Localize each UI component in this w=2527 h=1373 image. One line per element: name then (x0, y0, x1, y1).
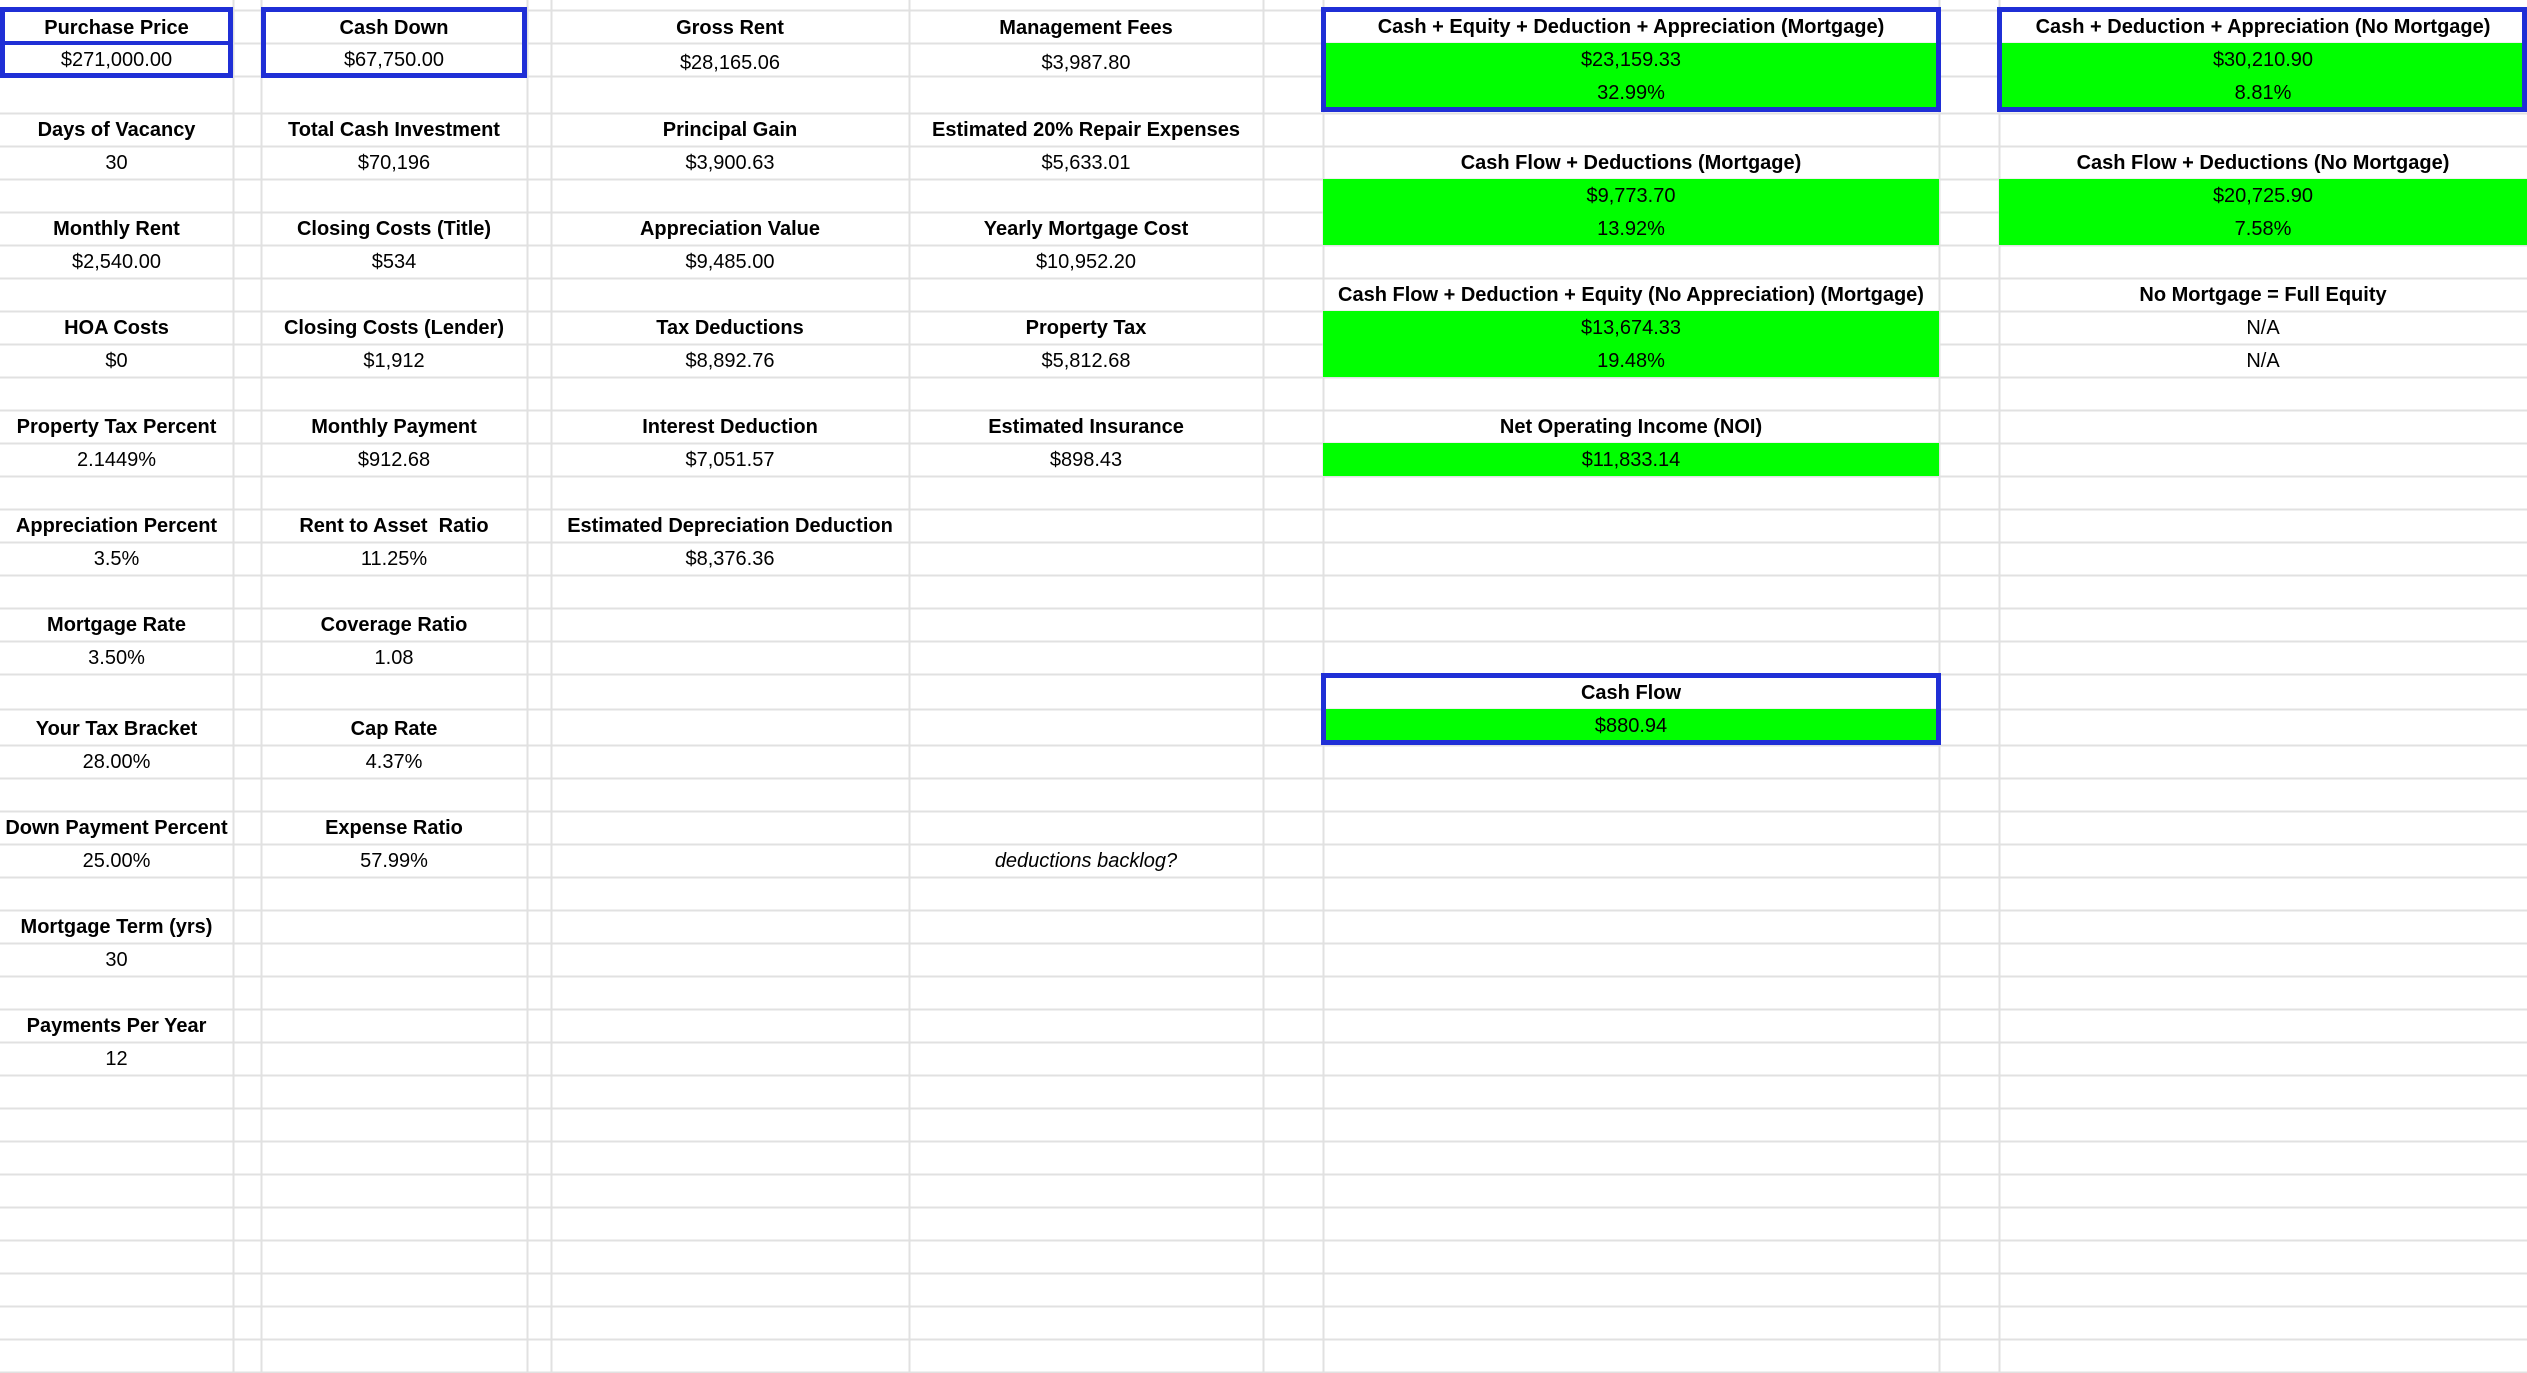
yearly-mortgage-cost-value[interactable]: $10,952.20 (1035, 250, 1137, 273)
days-of-vacancy-value[interactable]: 30 (105, 151, 128, 174)
management-fees-label[interactable]: Management Fees (999, 17, 1173, 39)
total-cash-investment-value[interactable]: $70,196 (357, 151, 431, 174)
appreciation-value-label[interactable]: Appreciation Value (639, 217, 821, 240)
cash-flow-deductions-mortgage-label[interactable]: Cash Flow + Deductions (Mortgage) (1460, 151, 1802, 174)
noi-label[interactable]: Net Operating Income (NOI) (1499, 415, 1763, 438)
repair-expenses-value[interactable]: $5,633.01 (1041, 151, 1131, 174)
hoa-costs-label[interactable]: HOA Costs (64, 316, 169, 339)
cap-rate-value[interactable]: 4.37% (365, 750, 423, 773)
rent-to-asset-ratio-value[interactable]: 11.25% (360, 547, 428, 570)
tax-bracket-label[interactable]: Your Tax Bracket (35, 717, 198, 740)
total-return-mortgage-label[interactable]: Cash + Equity + Deduction + Appreciation (Mortgage) (1377, 15, 1885, 38)
closing-costs-lender-value[interactable]: $1,912 (363, 349, 425, 372)
estimated-insurance-label[interactable]: Estimated Insurance (988, 415, 1184, 438)
closing-costs-lender-label[interactable]: Closing Costs (Lender) (283, 316, 504, 339)
tax-deductions-value[interactable]: $8,892.76 (685, 349, 775, 372)
management-fees-value[interactable]: $3,987.80 (1041, 51, 1131, 74)
closing-costs-title-value[interactable]: $534 (371, 250, 417, 273)
mortgage-rate-label[interactable]: Mortgage Rate (47, 613, 186, 636)
expense-ratio-value[interactable]: 57.99% (360, 849, 428, 872)
principal-gain-value[interactable]: $3,900.63 (685, 151, 775, 174)
cash-flow-deductions-mortgage-percent[interactable]: 13.92% (1323, 212, 1939, 245)
down-payment-percent-value[interactable]: 25.00% (82, 849, 151, 872)
full-equity-percent[interactable]: N/A (2246, 349, 2280, 372)
days-of-vacancy-label[interactable]: Days of Vacancy (37, 118, 196, 141)
purchase-price-label[interactable]: Purchase Price (44, 17, 189, 39)
mortgage-rate-value[interactable]: 3.50% (88, 646, 145, 669)
rent-to-asset-ratio-label[interactable]: Rent to Asset Ratio (299, 514, 489, 537)
noi-value[interactable]: $11,833.14 (1323, 443, 1939, 476)
total-cash-investment-label[interactable]: Total Cash Investment (288, 118, 500, 141)
coverage-ratio-label[interactable]: Coverage Ratio (320, 613, 468, 636)
no-appreciation-mortgage-value[interactable]: $13,674.33 (1323, 311, 1939, 344)
cash-flow-value[interactable]: $880.94 (1323, 709, 1939, 742)
cash-flow-deductions-no-mortgage-label[interactable]: Cash Flow + Deductions (No Mortgage) (2076, 151, 2450, 174)
appreciation-percent-label[interactable]: Appreciation Percent (15, 514, 218, 537)
expense-ratio-label[interactable]: Expense Ratio (325, 816, 463, 839)
no-appreciation-mortgage-label[interactable]: Cash Flow + Deduction + Equity (No Appreciation) (Mortgage) (1338, 283, 1924, 306)
down-payment-percent-label[interactable]: Down Payment Percent (5, 816, 228, 839)
total-return-no-mortgage-percent[interactable]: 8.81% (1999, 76, 2527, 110)
full-equity-value[interactable]: N/A (2246, 316, 2280, 339)
monthly-rent-value[interactable]: $2,540.00 (72, 250, 161, 273)
closing-costs-title-label[interactable]: Closing Costs (Title) (296, 217, 492, 240)
coverage-ratio-value[interactable]: 1.08 (374, 646, 414, 669)
cash-flow-deductions-mortgage-value[interactable]: $9,773.70 (1323, 179, 1939, 212)
payments-per-year-value[interactable]: 12 (105, 1047, 128, 1070)
appreciation-value-value[interactable]: $9,485.00 (685, 250, 775, 273)
yearly-mortgage-cost-label[interactable]: Yearly Mortgage Cost (983, 217, 1189, 240)
cash-flow-deductions-no-mortgage-value[interactable]: $20,725.90 (1999, 179, 2527, 212)
gross-rent-value[interactable]: $28,165.06 (679, 51, 781, 74)
tax-deductions-label[interactable]: Tax Deductions (656, 316, 804, 339)
principal-gain-label[interactable]: Principal Gain (662, 118, 798, 141)
deductions-backlog-note[interactable]: deductions backlog? (994, 849, 1178, 872)
total-return-mortgage-value[interactable]: $23,159.33 (1323, 43, 1939, 76)
monthly-payment-label[interactable]: Monthly Payment (311, 415, 477, 438)
payments-per-year-label[interactable]: Payments Per Year (26, 1014, 207, 1037)
appreciation-percent-value[interactable]: 3.5% (93, 547, 140, 570)
cap-rate-label[interactable]: Cap Rate (350, 717, 438, 740)
no-appreciation-mortgage-percent[interactable]: 19.48% (1323, 344, 1939, 377)
cash-flow-deductions-no-mortgage-percent[interactable]: 7.58% (1999, 212, 2527, 245)
mortgage-term-label[interactable]: Mortgage Term (yrs) (20, 915, 213, 938)
cash-down-label[interactable]: Cash Down (339, 17, 449, 39)
depreciation-deduction-label[interactable]: Estimated Depreciation Deduction (567, 514, 893, 537)
repair-expenses-label[interactable]: Estimated 20% Repair Expenses (932, 118, 1240, 141)
purchase-price-value[interactable]: $271,000.00 (60, 48, 173, 71)
hoa-costs-value[interactable]: $0 (105, 349, 128, 372)
gross-rent-label[interactable]: Gross Rent (676, 17, 784, 39)
tax-bracket-value[interactable]: 28.00% (82, 750, 151, 773)
cash-down-value[interactable]: $67,750.00 (343, 48, 445, 71)
cash-flow-label[interactable]: Cash Flow (1580, 681, 1681, 704)
monthly-payment-value[interactable]: $912.68 (357, 448, 431, 471)
mortgage-term-value[interactable]: 30 (105, 948, 128, 971)
property-tax-percent-label[interactable]: Property Tax Percent (16, 415, 217, 438)
interest-deduction-value[interactable]: $7,051.57 (685, 448, 775, 471)
property-tax-label[interactable]: Property Tax (1025, 316, 1147, 339)
full-equity-label[interactable]: No Mortgage = Full Equity (2139, 283, 2387, 306)
interest-deduction-label[interactable]: Interest Deduction (642, 415, 818, 438)
estimated-insurance-value[interactable]: $898.43 (1049, 448, 1123, 471)
total-return-mortgage-percent[interactable]: 32.99% (1323, 76, 1939, 110)
depreciation-deduction-value[interactable]: $8,376.36 (685, 547, 775, 570)
total-return-no-mortgage-value[interactable]: $30,210.90 (1999, 43, 2527, 76)
total-return-no-mortgage-label[interactable]: Cash + Deduction + Appreciation (No Mortgage) (2035, 15, 2491, 38)
property-tax-value[interactable]: $5,812.68 (1041, 349, 1131, 372)
property-tax-percent-value[interactable]: 2.1449% (77, 448, 156, 471)
monthly-rent-label[interactable]: Monthly Rent (53, 217, 180, 240)
